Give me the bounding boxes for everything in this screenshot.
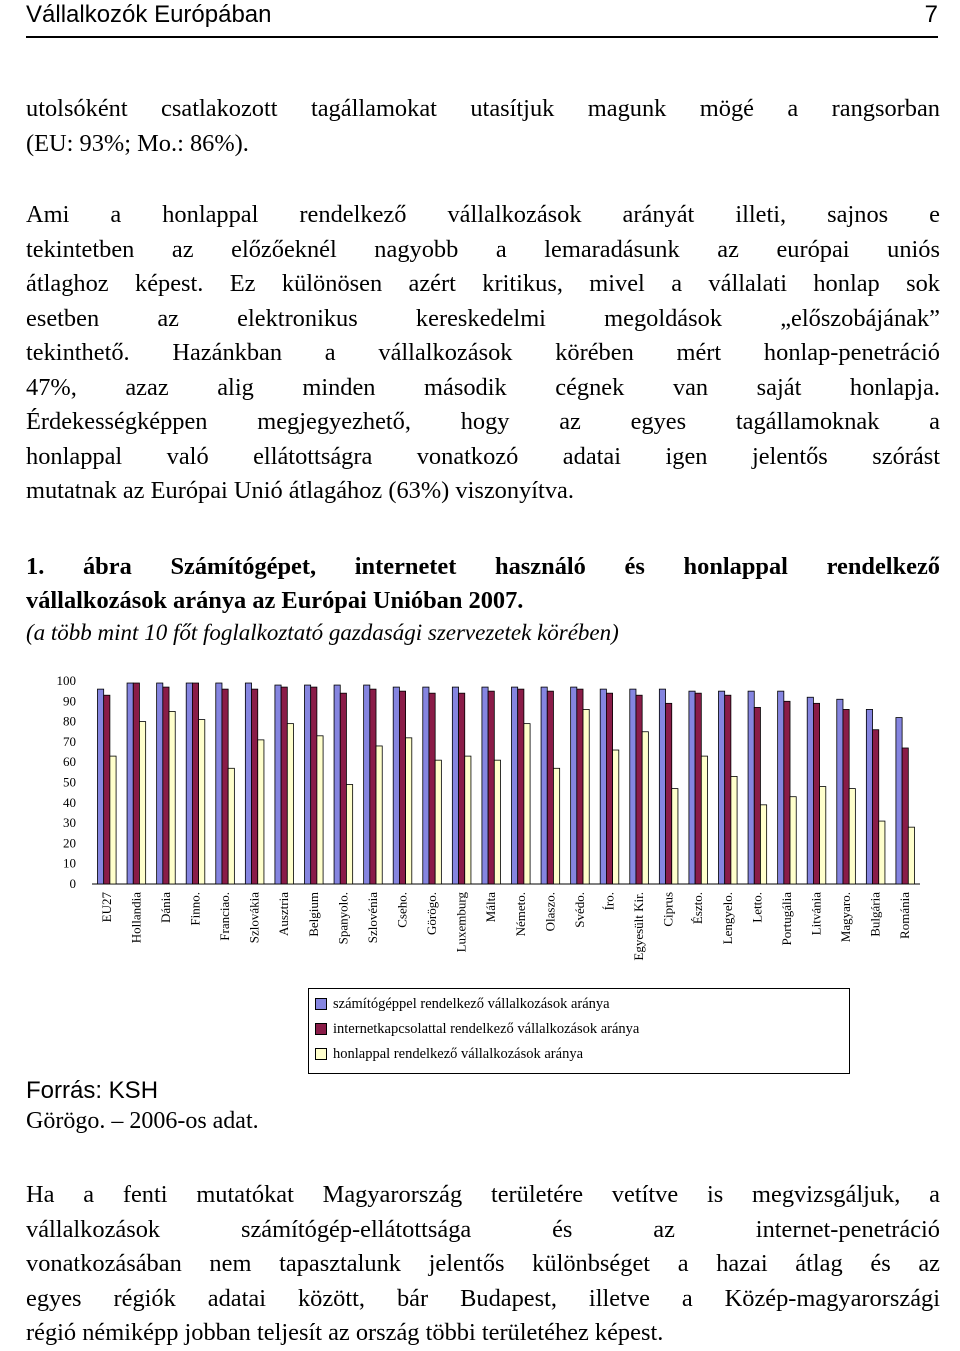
- bar-23-0: [778, 691, 784, 884]
- y-tick-label: 70: [63, 733, 76, 749]
- bar-2-0: [157, 683, 163, 884]
- figure-subtitle: (a több mint 10 főt foglalkoztató gazdasági szervezetek körében): [26, 620, 619, 645]
- footnote: Görögo. – 2006-os adat.: [26, 1108, 259, 1134]
- y-tick-label: 30: [63, 815, 76, 831]
- bar-25-0: [837, 699, 843, 884]
- y-tick-label: 40: [63, 794, 76, 810]
- bar-0-2: [110, 756, 116, 884]
- bar-chart: [0, 660, 960, 980]
- bar-11-0: [423, 687, 429, 884]
- bar-18-2: [642, 732, 648, 884]
- bar-5-1: [252, 689, 258, 884]
- bar-9-0: [364, 685, 370, 884]
- x-tick-label: Luxemburg: [453, 892, 469, 953]
- bar-16-2: [583, 709, 589, 884]
- bar-1-0: [127, 683, 133, 884]
- bar-8-2: [346, 785, 352, 884]
- bar-5-0: [245, 683, 251, 884]
- bar-25-2: [849, 789, 855, 884]
- bar-4-1: [222, 689, 228, 884]
- bar-15-0: [541, 687, 547, 884]
- bar-12-2: [465, 756, 471, 884]
- text-line: vonatkozásában nem tapasztalunk jelentős különbséget a hazai átlag és az: [26, 1250, 940, 1277]
- bar-11-1: [429, 693, 435, 884]
- bar-3-1: [192, 683, 198, 884]
- x-tick-label: Belgium: [305, 892, 321, 937]
- bar-15-1: [547, 691, 553, 884]
- bar-20-0: [689, 691, 695, 884]
- bar-27-2: [908, 827, 914, 884]
- bar-7-0: [304, 685, 310, 884]
- text-line: utolsóként csatlakozott tagállamokat utasítjuk magunk mögé a rangsorban: [26, 95, 940, 122]
- bar-15-2: [553, 768, 559, 884]
- bar-24-0: [807, 697, 813, 884]
- text-line: Ami a honlappal rendelkező vállalkozások arányát illeti, sajnos e: [26, 201, 940, 228]
- bar-14-1: [518, 689, 524, 884]
- bar-9-2: [376, 746, 382, 884]
- bar-14-2: [524, 724, 530, 884]
- bar-19-0: [659, 689, 665, 884]
- bar-13-1: [488, 691, 494, 884]
- bar-18-1: [636, 695, 642, 884]
- bar-6-1: [281, 687, 287, 884]
- bar-17-0: [600, 689, 606, 884]
- bar-23-1: [784, 701, 790, 884]
- text-line: Érdekességképpen megjegyezhető, hogy az egyes tagállamoknak a: [26, 408, 940, 435]
- bar-24-1: [813, 703, 819, 884]
- bar-26-2: [879, 821, 885, 884]
- paragraph-3: [26, 1178, 940, 1351]
- bar-8-1: [340, 693, 346, 884]
- text-line: tekintetben az előzőeknél nagyobb a lemaradásunk az európai uniós: [26, 235, 940, 263]
- x-tick-label: Dánia: [157, 892, 173, 924]
- text-line: Ha a fenti mutatókat Magyarország területére vetítve is megvizsgáljuk, a: [26, 1181, 940, 1208]
- x-tick-label: Svédo.: [571, 892, 587, 928]
- x-tick-label: Finno.: [187, 892, 203, 926]
- x-tick-label: Cseho.: [394, 892, 410, 928]
- text-line: mutatnak az Európai Unió átlagához (63%) viszonyítva.: [26, 477, 574, 504]
- chart-legend: [308, 988, 850, 1074]
- bar-17-1: [606, 693, 612, 884]
- bar-20-1: [695, 693, 701, 884]
- bar-3-0: [186, 683, 192, 884]
- y-tick-label: 0: [69, 876, 76, 891]
- legend-label: internetkapcsolattal rendelkező vállalkozások aránya: [333, 1021, 640, 1037]
- legend-entry: [315, 1019, 639, 1039]
- y-tick-label: 100: [56, 673, 76, 688]
- legend-entry: [315, 1044, 583, 1064]
- legend-swatch: [315, 998, 327, 1010]
- y-tick-label: 80: [63, 713, 76, 729]
- bar-4-0: [216, 683, 222, 884]
- x-tick-label: Spanyolo.: [335, 892, 351, 945]
- paragraph-2: [26, 198, 940, 509]
- x-tick-label: Szlovénia: [364, 892, 380, 944]
- x-tick-label: Letto.: [749, 892, 765, 923]
- bar-12-1: [459, 693, 465, 884]
- bar-9-1: [370, 689, 376, 884]
- bar-14-0: [511, 687, 517, 884]
- x-tick-label: Ausztria: [276, 892, 292, 937]
- y-tick-label: 10: [63, 855, 76, 871]
- text-line: esetben az elektronikus kereskedelmi megoldások „előszobájának”: [26, 304, 940, 332]
- x-tick-label: Litvánia: [808, 892, 824, 936]
- bar-5-2: [258, 740, 264, 884]
- x-tick-label: Románia: [897, 892, 913, 939]
- bar-26-1: [873, 730, 879, 884]
- bar-1-2: [139, 722, 145, 884]
- x-tick-label: Hollandia: [128, 892, 144, 944]
- bar-18-0: [630, 689, 636, 884]
- y-tick-label: 60: [63, 754, 76, 770]
- bar-10-0: [393, 687, 399, 884]
- paragraph-1: [26, 92, 940, 161]
- bar-4-2: [228, 768, 234, 884]
- x-tick-label: EU27: [98, 892, 114, 923]
- bar-8-0: [334, 685, 340, 884]
- x-tick-label: Ciprus: [660, 892, 676, 927]
- x-tick-label: Görögo.: [424, 892, 440, 935]
- bar-13-2: [494, 760, 500, 884]
- bar-21-0: [718, 691, 724, 884]
- bar-0-0: [97, 689, 103, 884]
- x-tick-label: Egyesült Kir.: [631, 892, 647, 961]
- bar-27-0: [896, 718, 902, 884]
- y-tick-label: 90: [63, 693, 76, 709]
- bar-6-0: [275, 685, 281, 884]
- bar-23-2: [790, 797, 796, 884]
- text-line: vállalkozások számítógép-ellátottsága és az internet-penetráció: [26, 1215, 940, 1243]
- bar-13-0: [482, 687, 488, 884]
- legend-label: honlappal rendelkező vállalkozások aránya: [333, 1046, 584, 1062]
- bar-7-2: [317, 736, 323, 884]
- page-header: [26, 0, 938, 38]
- bar-26-0: [866, 709, 872, 884]
- bar-2-2: [169, 711, 175, 884]
- bar-16-0: [571, 687, 577, 884]
- source-note: Forrás: KSH: [26, 1077, 159, 1104]
- y-tick-label: 20: [63, 835, 76, 851]
- x-tick-label: Magyaro.: [838, 892, 854, 943]
- legend-entry: [315, 994, 610, 1014]
- text-line: átlaghoz képest. Ez különösen azért kritikus, mivel a vállalati honlap sok: [26, 270, 940, 297]
- bar-10-2: [406, 738, 412, 884]
- figure-title-line: vállalkozások aránya az Európai Unióban 2007.: [26, 587, 524, 614]
- text-line: honlappal való ellátottságra vonatkozó adatai igen jelentős szórást: [26, 442, 940, 470]
- text-line: 47%, azaz alig minden második cégnek van saját honlapja.: [26, 373, 940, 401]
- text-line: tekinthető. Hazánkban a vállalkozások körében mért honlap-penetráció: [26, 339, 940, 366]
- x-tick-label: Olaszo.: [542, 892, 558, 932]
- bar-22-2: [760, 805, 766, 884]
- bar-17-2: [613, 750, 619, 884]
- bar-22-1: [754, 707, 760, 884]
- bar-20-2: [701, 756, 707, 884]
- x-tick-label: Németo.: [512, 892, 528, 937]
- bar-22-0: [748, 691, 754, 884]
- legend-label: számítógéppel rendelkező vállalkozások aránya: [333, 996, 610, 1012]
- bar-19-1: [666, 703, 672, 884]
- bar-11-2: [435, 760, 441, 884]
- bar-6-2: [287, 724, 293, 884]
- bar-16-1: [577, 689, 583, 884]
- bar-21-2: [731, 776, 737, 884]
- x-tick-label: Észto.: [690, 892, 706, 925]
- figure-title: [26, 550, 940, 618]
- running-title: Vállalkozók Európában: [26, 1, 272, 28]
- bar-24-2: [820, 787, 826, 884]
- text-line: (EU: 93%; Mo.: 86%).: [26, 129, 249, 157]
- x-tick-label: Íro.: [601, 892, 617, 911]
- bar-10-1: [399, 691, 405, 884]
- bar-7-1: [311, 687, 317, 884]
- text-line: egyes régiók adatai között, bár Budapest, illetve a Közép-magyarországi: [26, 1284, 940, 1312]
- bar-27-1: [902, 748, 908, 884]
- legend-swatch: [315, 1023, 327, 1035]
- x-tick-label: Lengyelo.: [719, 892, 735, 945]
- bar-21-1: [725, 695, 731, 884]
- text-line: régió némiképp jobban teljesít az ország többi területéhez képest.: [26, 1319, 664, 1346]
- bar-12-0: [452, 687, 458, 884]
- x-tick-label: Bulgária: [867, 892, 883, 937]
- y-tick-label: 50: [63, 774, 76, 790]
- legend-swatch: [315, 1048, 327, 1060]
- figure-title-line: 1. ábra Számítógépet, internetet használó és honlappal rendelkező: [26, 553, 940, 580]
- bar-0-1: [104, 695, 110, 884]
- page-number: 7: [924, 1, 938, 28]
- bar-2-1: [163, 687, 169, 884]
- bar-25-1: [843, 709, 849, 884]
- bar-3-2: [199, 720, 205, 884]
- x-tick-label: Szlovákia: [246, 892, 262, 944]
- x-tick-label: Portugália: [778, 892, 794, 946]
- bar-1-1: [133, 683, 139, 884]
- x-tick-label: Franciao.: [217, 892, 233, 941]
- bar-19-2: [672, 789, 678, 884]
- x-tick-label: Málta: [483, 892, 499, 923]
